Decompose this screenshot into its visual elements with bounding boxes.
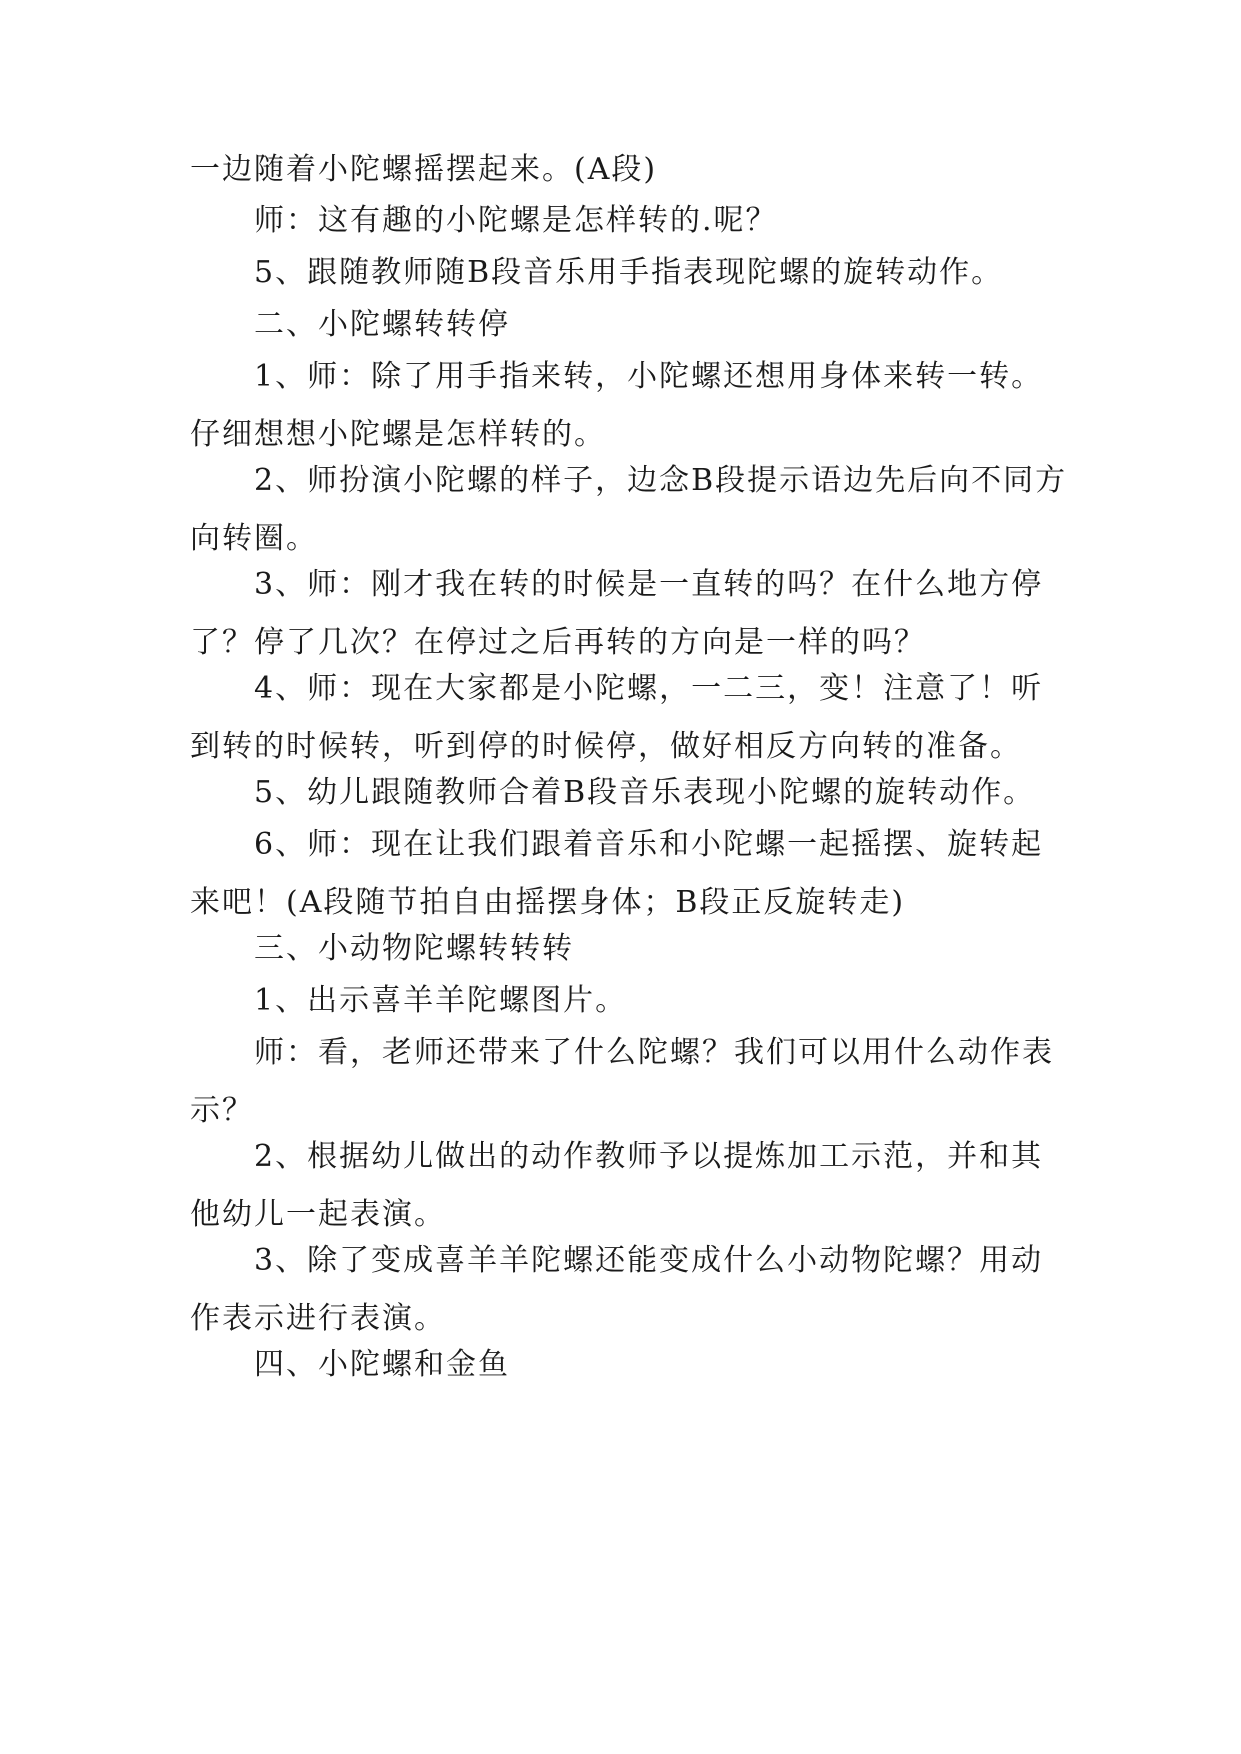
paragraph-10: 6、师：现在让我们跟着音乐和小陀螺一起摇摆、旋转起来吧！(A段随节拍自由摇摆身体；B段正反旋转走) (190, 827, 1044, 920)
paragraph-3: 5、跟随教师随B段音乐用手指表现陀螺的旋转动作。 (254, 255, 1004, 290)
paragraph-2: 师：这有趣的小陀螺是怎样转的.呢？ (254, 203, 778, 238)
paragraph-14: 2、根据幼儿做出的动作教师予以提炼加工示范，并和其他幼儿一起表演。 (190, 1139, 1044, 1232)
paragraph-1: 一边随着小陀螺摇摆起来。(A段) (190, 152, 658, 187)
section-heading-2: 二、小陀螺转转停 (254, 307, 510, 342)
section-heading-3: 三、小动物陀螺转转转 (254, 931, 574, 966)
paragraph-5: 1、师：除了用手指来转，小陀螺还想用身体来转一转。仔细想想小陀螺是怎样转的。 (190, 359, 1044, 452)
paragraph-13: 师：看，老师还带来了什么陀螺？我们可以用什么动作表示？ (190, 1035, 1054, 1128)
paragraph-8: 4、师：现在大家都是小陀螺，一二三，变！注意了！听到转的时候转，听到停的时候停，做好相反方向转的准备。 (190, 671, 1044, 764)
paragraph-6: 2、师扮演小陀螺的样子，边念B段提示语边先后向不同方向转圈。 (190, 463, 1068, 556)
paragraph-9: 5、幼儿跟随教师合着B段音乐表现小陀螺的旋转动作。 (254, 775, 1036, 810)
section-heading-4: 四、小陀螺和金鱼 (254, 1347, 510, 1382)
paragraph-12: 1、出示喜羊羊陀螺图片。 (254, 983, 628, 1018)
paragraph-7: 3、师：刚才我在转的时候是一直转的吗？在什么地方停了？停了几次？在停过之后再转的方向是一样的吗？ (190, 567, 1044, 660)
paragraph-15: 3、除了变成喜羊羊陀螺还能变成什么小动物陀螺？用动作表示进行表演。 (190, 1243, 1044, 1336)
